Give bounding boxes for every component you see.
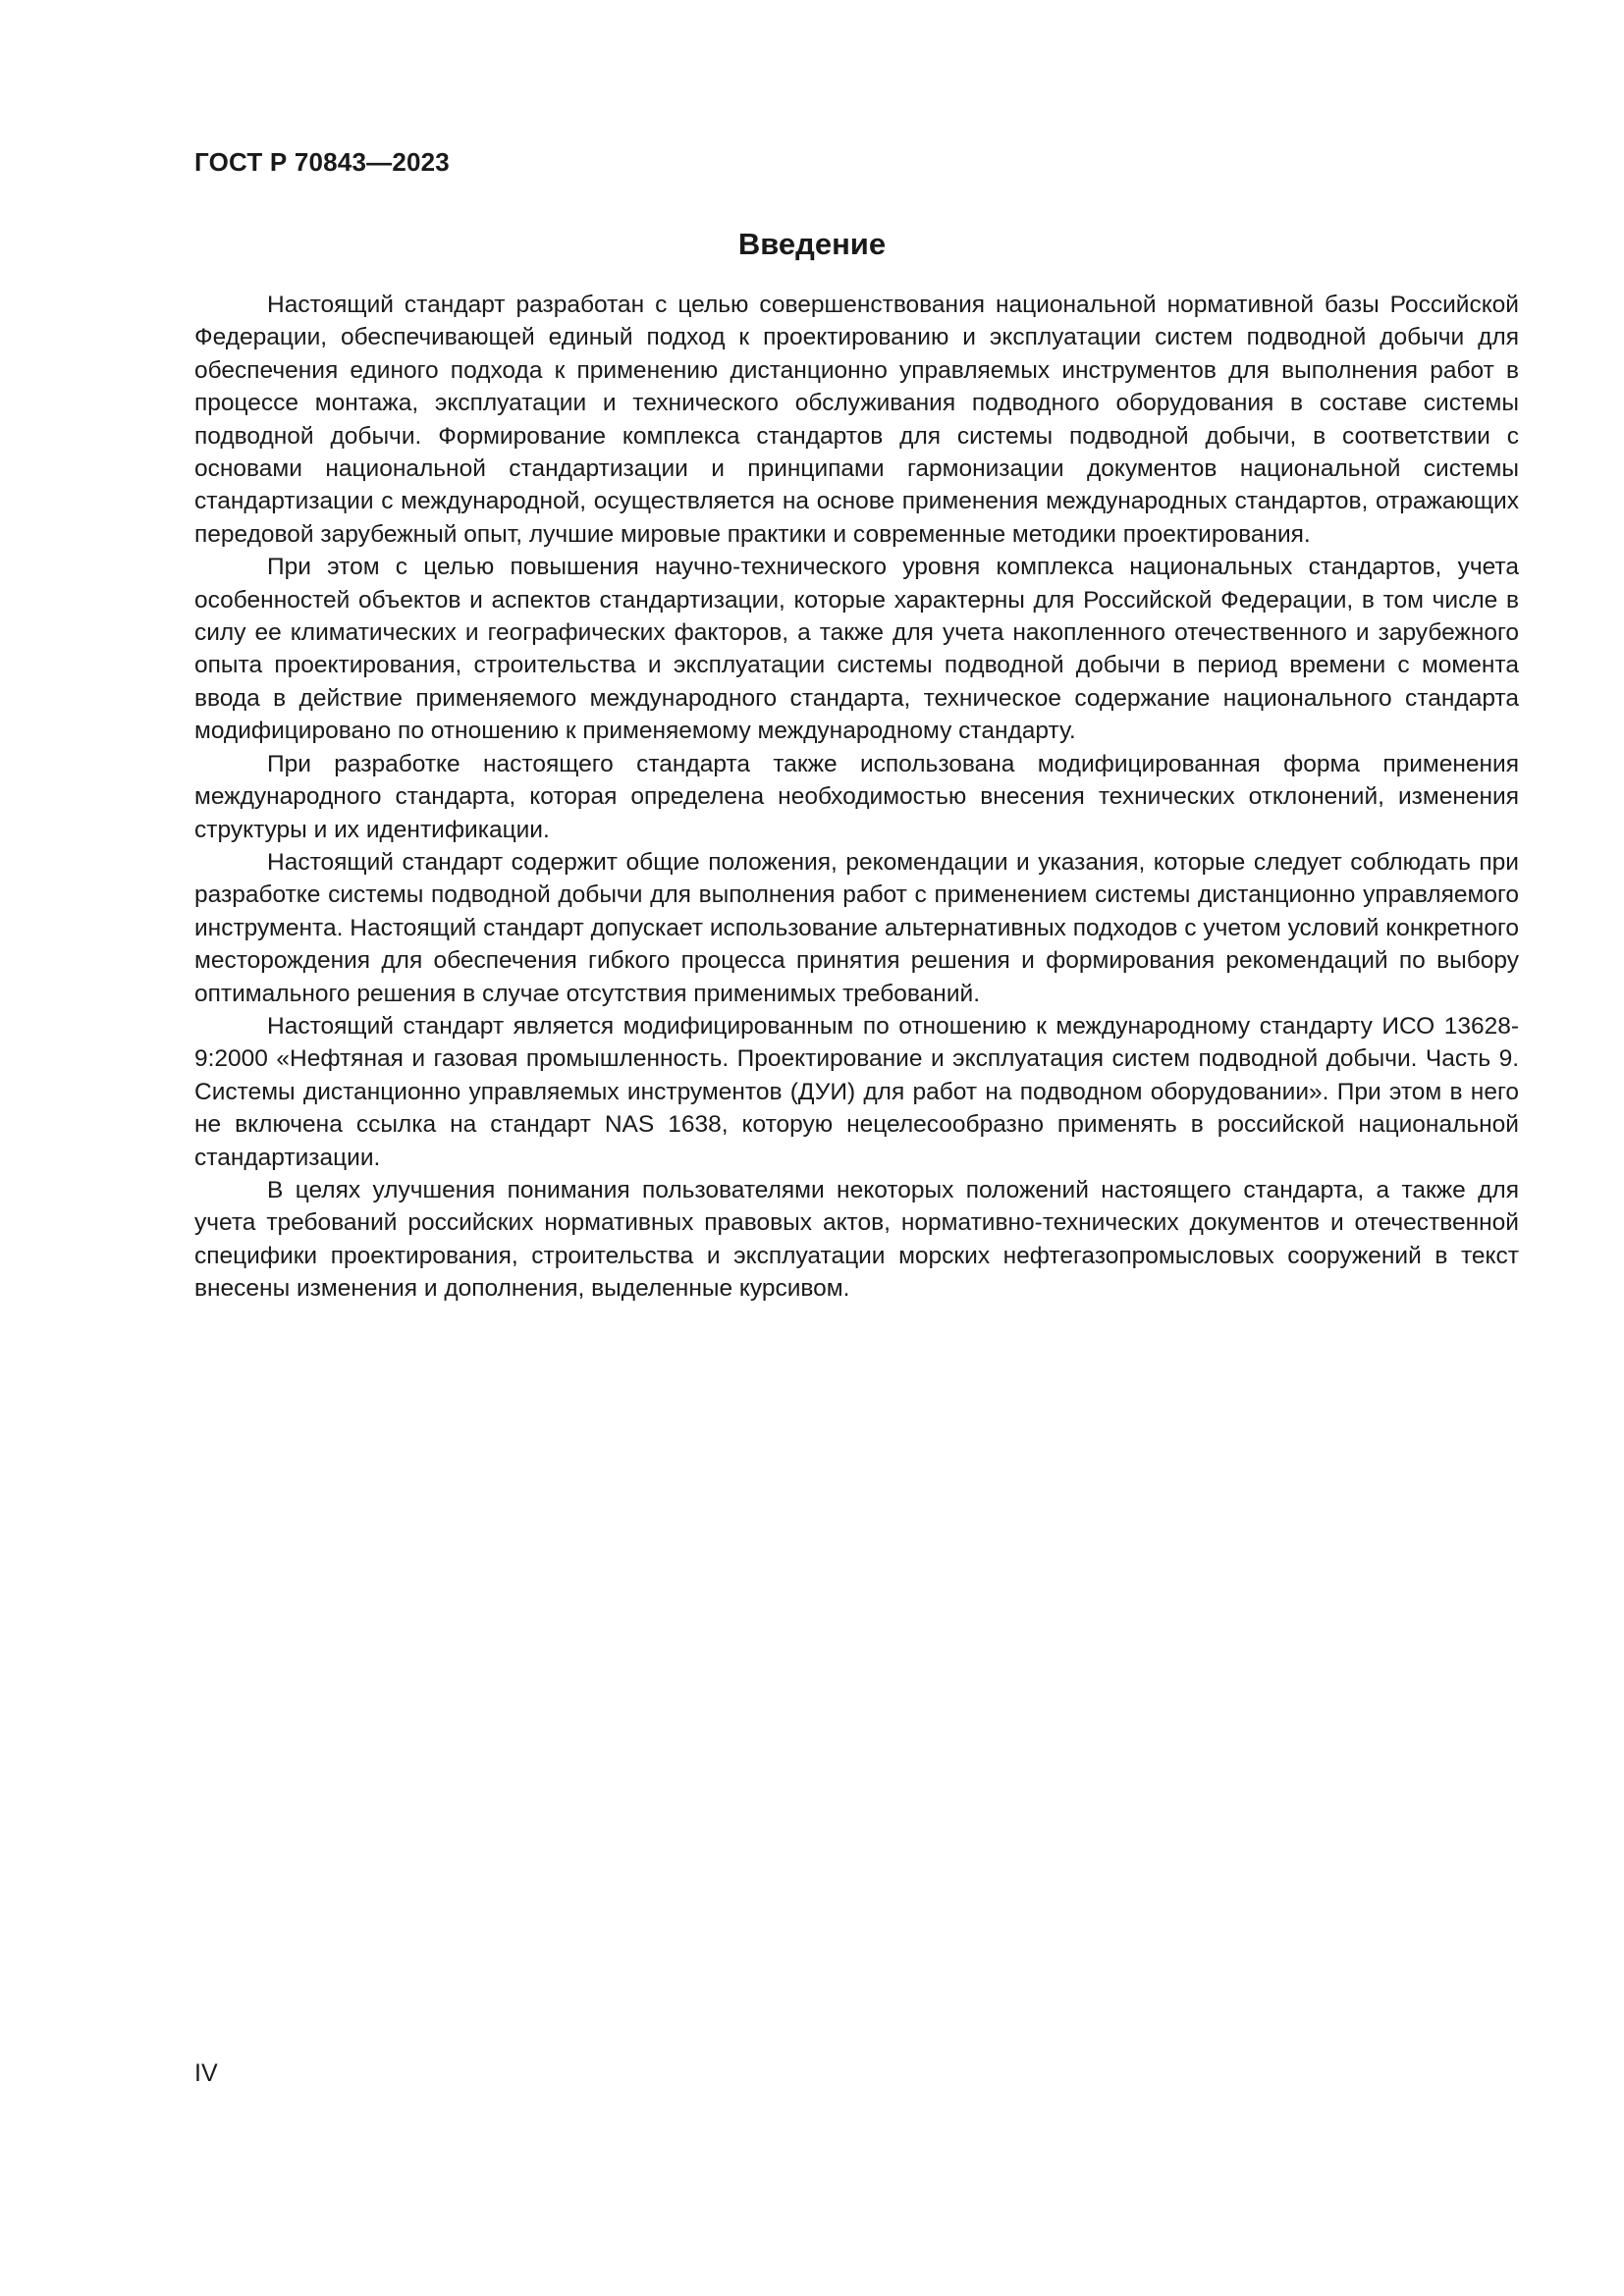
section-body: [194, 289, 1519, 1306]
section-title: Введение: [737, 227, 887, 261]
paragraph: Настоящий стандарт содержит общие положения, рекомендации и указания, которые следует соблюдать при разработке системы подводной добычи для выполнения работ с применением системы дистанционно управляемого инструмента. Настоящий стандарт допускает использование альтернативных подходов с учетом условий конкретного месторождения для обеспечения гибкого процесса принятия решения и формирования рекомендаций по выбору оптимального решения в случае отсутствия применимых требований.: [194, 848, 1519, 1007]
paragraph: При этом с целью повышения научно-технического уровня комплекса национальных стандартов, учета особенностей объектов и аспектов стандартизации, которые характерны для Российской Федерации, в том числе в силу ее климатических и географических факторов, а также для учета накопленного отечественного и зарубежного опыта проектирования, строительства и эксплуатации системы подводной добычи в период времени с момента ввода в действие применяемого международного стандарта, техническое содержание национального стандарта модифицировано по отношению к применяемому международному стандарту.: [194, 554, 1519, 745]
page-number: IV: [194, 2059, 218, 2087]
paragraph: При разработке настоящего стандарта также использована модифицированная форма применения международного стандарта, которая определена необходимостью внесения технических отклонений, изменения структуры и их идентификации.: [194, 750, 1519, 843]
paragraph: В целях улучшения понимания пользователями некоторых положений настоящего стандарта, а также для учета требований российских нормативных правовых актов, нормативно-технических документов и отечественной специфики проектирования, строительства и эксплуатации морских нефтегазопромысловых сооружений в текст внесены изменения и дополнения, выделенные курсивом.: [194, 1176, 1519, 1303]
paragraph: Настоящий стандарт разработан с целью совершенствования национальной нормативной базы Российской Федерации, обеспечивающей единый подход к проектированию и эксплуатации систем подводной добычи для обеспечения единого подхода к применению дистанционно управляемых инструментов для выполнения работ в процессе монтажа, эксплуатации и технического обслуживания подводного оборудования в составе системы подводной добычи. Формирование комплекса стандартов для системы подводной добычи, в соответствии с основами национальной стандартизации и принципами гармонизации документов национальной системы стандартизации с международной, осуществляется на основе применения международных стандартов, отражающих передовой зарубежный опыт, лучшие мировые практики и современные методики проектирования.: [194, 292, 1519, 548]
document-code-header: ГОСТ Р 70843—2023: [194, 147, 450, 177]
paragraph: Настоящий стандарт является модифицированным по отношению к международному стандарту ИСО 13628-9:2000 «Нефтяная и газовая промышленность. Проектирование и эксплуатация систем подводной добычи. Часть 9. Системы дистанционно управляемых инструментов (ДУИ) для работ на подводном оборудовании». При этом в него не включена ссылка на стандарт NAS 1638, которую нецелесообразно применять в российской национальной стандартизации.: [194, 1012, 1519, 1171]
